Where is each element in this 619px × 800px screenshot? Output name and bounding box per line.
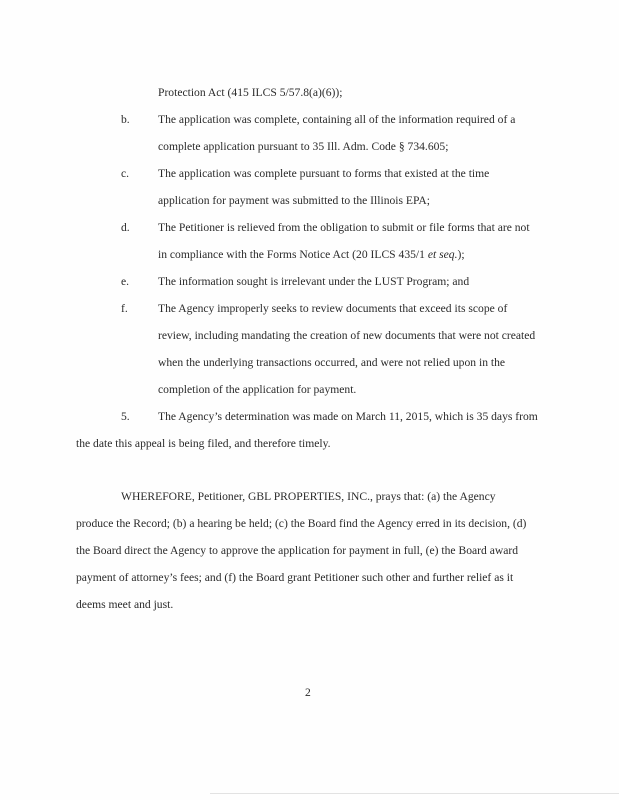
item-b-line-1: The application was complete, containing all of the information required of a xyxy=(158,113,516,126)
item-b-line-2: complete application pursuant to 35 Ill. Adm. Code § 734.605; xyxy=(158,140,449,153)
paragraph-5-line-1: The Agency’s determination was made on March 11, 2015, which is 35 days from xyxy=(158,410,538,423)
list-marker-e: e. xyxy=(121,275,130,288)
scan-edge-divider xyxy=(210,793,619,794)
item-c-line-1: The application was complete pursuant to forms that existed at the time xyxy=(158,167,490,180)
item-d-line-2 xyxy=(158,248,465,262)
list-marker-d: d. xyxy=(121,221,130,234)
list-marker-b: b. xyxy=(121,113,130,126)
item-d-line-1: The Petitioner is relieved from the obligation to submit or file forms that are not xyxy=(158,221,530,234)
wherefore-line-5: deems meet and just. xyxy=(76,598,174,611)
wherefore-line-4: payment of attorney’s fees; and (f) the Board grant Petitioner such other and further relief as it xyxy=(76,571,514,584)
item-f-line-3: when the underlying transactions occurred, and were not relied upon in the xyxy=(158,356,506,369)
item-f-line-1: The Agency improperly seeks to review documents that exceed its scope of xyxy=(158,302,508,315)
item-d-line-2-end: ); xyxy=(457,248,465,261)
list-marker-c: c. xyxy=(121,167,130,180)
page-number: 2 xyxy=(305,686,311,699)
item-d-line-2-text: in compliance with the Forms Notice Act (20 ILCS 435/1 xyxy=(158,248,428,261)
wherefore-line-1: WHEREFORE, Petitioner, GBL PROPERTIES, INC., prays that: (a) the Agency xyxy=(121,490,496,503)
paragraph-5-number: 5. xyxy=(121,410,130,423)
item-f-line-4: completion of the application for payment. xyxy=(158,383,357,396)
et-seq-italic: et seq. xyxy=(427,248,458,261)
wherefore-line-2: produce the Record; (b) a hearing be held; (c) the Board find the Agency erred in its decision, (d) xyxy=(76,517,527,530)
item-e-line-1: The information sought is irrelevant under the LUST Program; and xyxy=(158,275,470,288)
wherefore-line-3: the Board direct the Agency to approve the application for payment in full, (e) the Board award xyxy=(76,544,519,557)
item-f-line-2: review, including mandating the creation of new documents that were not created xyxy=(158,329,536,342)
list-marker-f: f. xyxy=(121,302,128,315)
paragraph-5-line-2: the date this appeal is being filed, and therefore timely. xyxy=(76,437,331,450)
continuation-line: Protection Act (415 ILCS 5/57.8(a)(6)); xyxy=(158,86,343,99)
item-c-line-2: application for payment was submitted to the Illinois EPA; xyxy=(158,194,430,207)
